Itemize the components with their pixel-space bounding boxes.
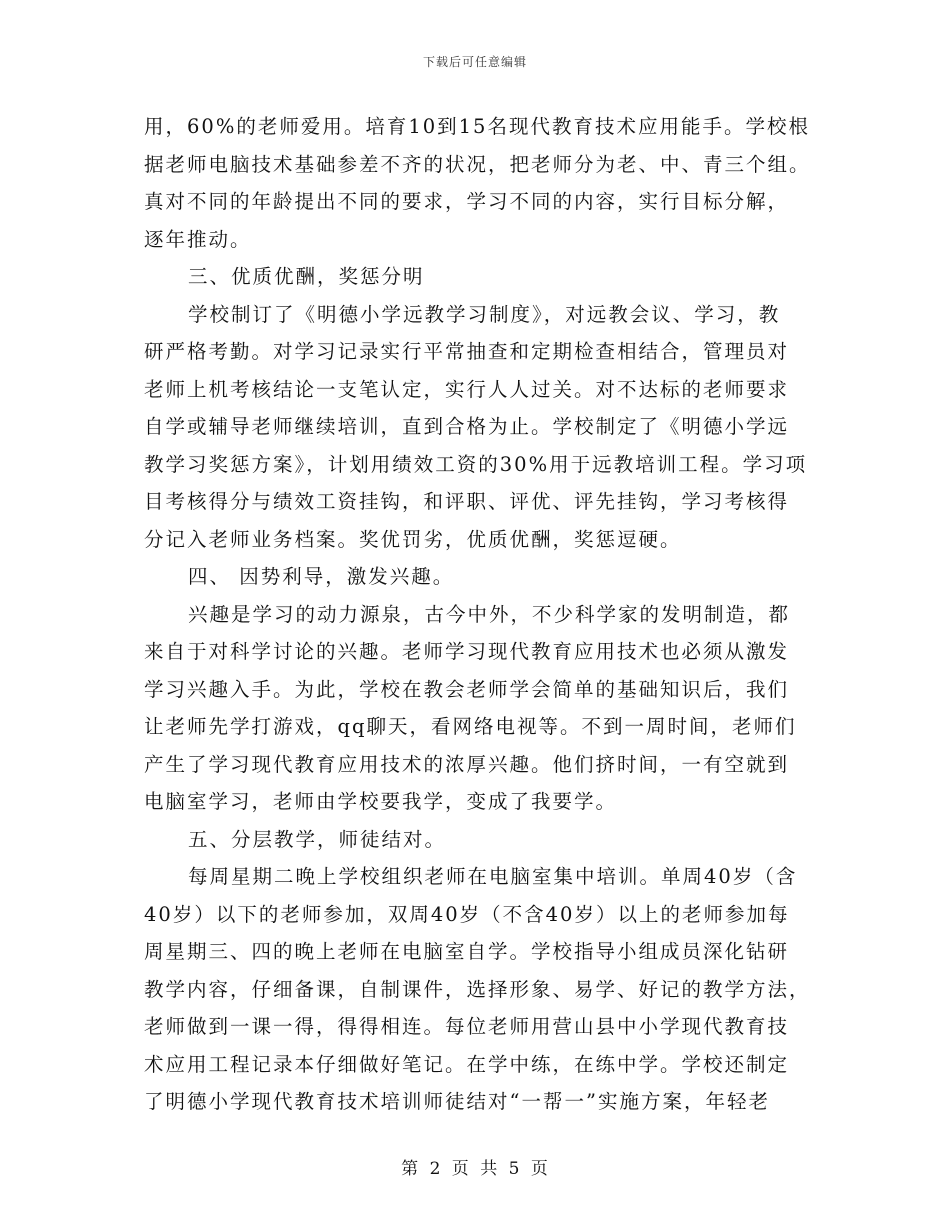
body-line: 术应用工程记录本仔细做好笔记。在学中练，在练中学。学校还制定 (144, 1052, 790, 1076)
body-line: 产生了学习现代教育应用技术的浓厚兴趣。他们挤时间，一有空就到 (144, 752, 790, 776)
body-line: 40岁）以下的老师参加，双周40岁（不含40岁）以上的老师参加每 (144, 902, 790, 926)
body-line: 兴趣是学习的动力源泉，古今中外，不少科学家的发明制造，都 (188, 602, 791, 626)
body-line: 老师做到一课一得，得得相连。每位老师用营山县中小学现代教育技 (144, 1015, 790, 1038)
body-line: 分记入老师业务档案。奖优罚劣，优质优酬，奖惩逗硬。 (144, 527, 682, 551)
body-line: 来自于对科学讨论的兴趣。老师学习现代教育应用技术也必须从激发 (144, 640, 790, 663)
body-line: 学习兴趣入手。为此，学校在教会老师学会简单的基础知识后，我们 (144, 677, 790, 701)
body-line: 用，60%的老师爱用。培育10到15名现代教育技术应用能手。学校根 (144, 115, 810, 138)
page-header: 下载后可任意编辑 (422, 55, 527, 69)
body-line: 据老师电脑技术基础参差不齐的状况，把老师分为老、中、青三个组。 (144, 152, 811, 176)
body-line: 每周星期二晚上学校组织老师在电脑室集中培训。单周40岁（含 (188, 865, 798, 888)
body-line: 目考核得分与绩效工资挂钩，和评职、评优、评先挂钩，学习考核得 (144, 490, 790, 513)
page-number: 第 2 页 共 5 页 (401, 1159, 549, 1179)
body-line: 教学内容，仔细备课，自制课件，选择形象、易学、好记的教学方法， (144, 977, 811, 1001)
body-line: 研严格考勤。对学习记录实行平常抽查和定期检查相结合，管理员对 (144, 340, 790, 363)
section-heading: 四、 因势利导，激发兴趣。 (188, 565, 455, 588)
section-heading: 三、优质优酬，奖惩分明 (188, 265, 425, 288)
body-line: 教学习奖惩方案》，计划用绩效工资的30%用于远教培训工程。学习项 (144, 452, 808, 476)
document-body (144, 108, 811, 1121)
body-line: 老师上机考核结论一支笔认定，实行人人过关。对不达标的老师要求 (144, 377, 790, 401)
body-line: 周星期三、四的晚上老师在电脑室自学。学校指导小组成员深化钻研 (144, 940, 790, 963)
body-line: 自学或辅导老师继续培训，直到合格为止。学校制定了《明德小学远 (144, 415, 790, 438)
body-line: 电脑室学习，老师由学校要我学，变成了我要学。 (144, 790, 618, 813)
body-line: 了明德小学现代教育技术培训师徒结对“一帮一”实施方案，年轻老 (144, 1090, 770, 1113)
body-line: 让老师先学打游戏，qq聊天，看网络电视等。不到一周时间，老师们 (144, 715, 797, 738)
section-heading: 五、分层教学，师徒结对。 (188, 827, 447, 851)
body-line: 逐年推动。 (144, 227, 252, 251)
body-line: 学校制订了《明德小学远教学习制度》，对远教会议、学习，教 (188, 302, 781, 326)
body-line: 真对不同的年龄提出不同的要求，学习不同的内容，实行目标分解， (144, 190, 790, 213)
